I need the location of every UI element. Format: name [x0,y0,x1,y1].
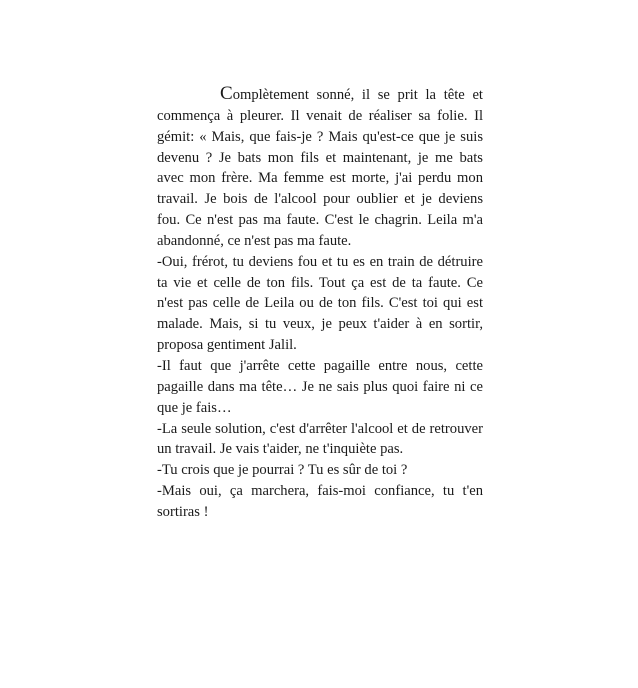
paragraph-dialogue-4: -Tu crois que je pourrai ? Tu es sûr de toi ? [157,462,408,479]
initial-letter: C [220,83,233,104]
paragraph-dialogue-2: -Il faut que j'arrête cette pagaille entre nous, cette pagaille dans ma tête… Je ne sais plus quoi faire ni ce que je fais… [157,357,483,416]
paragraph-dialogue-3: -La seule solution, c'est d'arrêter l'alcool et de retrouver un travail. Je vais t'aider, ne t'inquiète pas. [157,420,483,458]
paragraph-dialogue-1: -Oui, frérot, tu deviens fou et tu es en train de détruire ta vie et celle de ton fils. Tout ça est de ta faute. Ce n'est pas celle de Leila ou de ton fils. C'est toi qui est malade. Mais, si tu veux, je peux t'aider à en sortir, proposa gentiment Jalil. [157,253,483,354]
paragraph-dialogue-5: -Mais oui, ça marchera, fais-moi confiance, tu t'en sortiras ! [157,483,483,520]
paragraph-text: omplètement sonné, il se prit la tête et commença à pleurer. Il venait de réaliser sa folie. Il gémit: « Mais, que fais-je ? Mais qu'est-ce que je suis devenu ? Je bats mon fils et maintenant, je me bats avec mon frère. Ma femme est morte, j'ai perdu mon travail. Je bois de l'alcool pour oublier et je deviens fou. Ce n'est pas ma faute. C'est le chagrin. Leila m'a abandonné, ce n'est pas ma faute. [157,87,483,249]
body-text [157,84,483,523]
paragraph-opening [157,84,483,252]
